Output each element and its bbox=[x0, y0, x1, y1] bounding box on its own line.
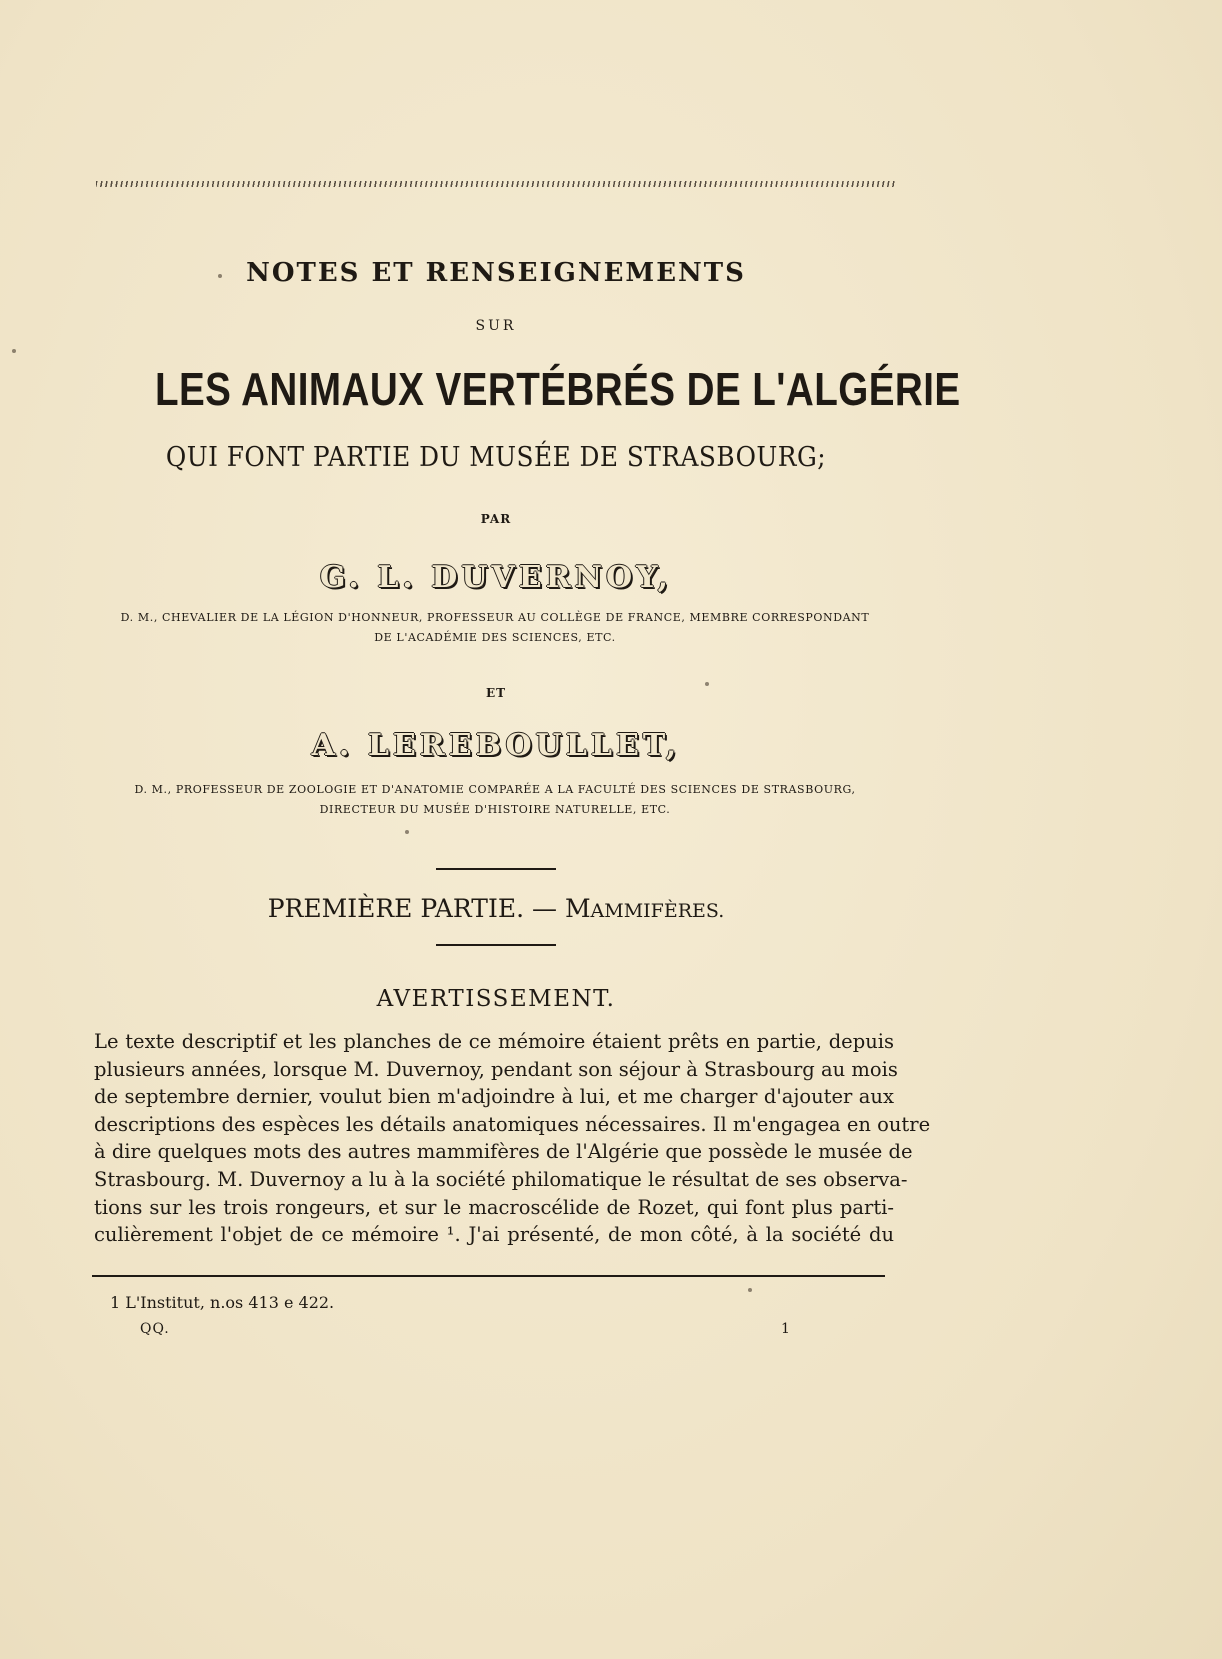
part-heading-main: PREMIÈRE PARTIE. — M bbox=[267, 894, 591, 923]
section-rule-bottom bbox=[436, 944, 556, 946]
part-heading bbox=[90, 894, 902, 923]
paper-speck bbox=[405, 830, 409, 834]
paper-speck bbox=[12, 349, 16, 353]
main-title: LES ANIMAUX VERTÉBRÉS DE L'ALGÉRIE bbox=[154, 363, 961, 415]
body-line: de septembre dernier, voulut bien m'adjoindre à lui, et me charger d'ajouter aux bbox=[94, 1085, 894, 1109]
by-label: PAR bbox=[480, 512, 512, 526]
signature-mark: QQ. bbox=[140, 1321, 170, 1337]
paper-speck bbox=[748, 1288, 752, 1292]
footnote: 1 L'Institut, n.os 413 e 422. bbox=[110, 1293, 335, 1312]
subtitle: QUI FONT PARTIE DU MUSÉE DE STRASBOURG; bbox=[165, 442, 827, 473]
body-line: descriptions des espèces les détails anatomiques nécessaires. Il m'engagea en outre bbox=[94, 1112, 931, 1136]
page-number: 1 bbox=[781, 1321, 790, 1337]
author-1-name: G. L. DUVERNOY, bbox=[319, 560, 673, 595]
author-2-name: A. LEREBOULLET, bbox=[311, 728, 681, 763]
body-line: Strasbourg. M. Duvernoy a lu à la société philomatique le résultat de ses observa- bbox=[94, 1167, 908, 1191]
avertissement-body bbox=[94, 1028, 931, 1249]
author-2-cred-line-2: DIRECTEUR DU MUSÉE D'HISTOIRE NATURELLE, ETC. bbox=[319, 803, 671, 816]
paper-speck bbox=[218, 274, 222, 278]
body-line: tions sur les trois rongeurs, et sur le macroscélide de Rozet, qui font plus parti- bbox=[94, 1195, 894, 1219]
author-2-credentials bbox=[95, 780, 895, 820]
part-heading-smallcaps: AMMIFÈRES. bbox=[590, 900, 725, 922]
title-sur: SUR bbox=[475, 318, 517, 334]
body-line: Le texte descriptif et les planches de ce mémoire étaient prêts en partie, depuis bbox=[94, 1030, 894, 1053]
paper-speck bbox=[705, 682, 709, 686]
title-line-1: NOTES ET RENSEIGNEMENTS bbox=[246, 258, 746, 288]
and-label: ET bbox=[485, 686, 507, 700]
ornamental-rule bbox=[96, 181, 896, 187]
author-1-cred-line-1: D. M., CHEVALIER DE LA LÉGION D'HONNEUR, PROFESSEUR AU COLLÈGE DE FRANCE, MEMBRE CORRESPONDANT bbox=[120, 611, 870, 624]
author-1-credentials bbox=[95, 608, 895, 648]
author-2-cred-line-1: D. M., PROFESSEUR DE ZOOLOGIE ET D'ANATOMIE COMPARÉE A LA FACULTÉ DES SCIENCES DE STRASBOURG, bbox=[134, 783, 856, 796]
author-1-cred-line-2: DE L'ACADÉMIE DES SCIENCES, ETC. bbox=[374, 631, 616, 644]
footnote-rule bbox=[92, 1275, 885, 1277]
body-line: à dire quelques mots des autres mammifères de l'Algérie que possède le musée de bbox=[94, 1140, 913, 1164]
body-line: culièrement l'objet de ce mémoire ¹. J'ai présenté, de mon côté, à la société du bbox=[94, 1223, 894, 1247]
section-rule-top bbox=[436, 868, 556, 870]
body-line: plusieurs années, lorsque M. Duvernoy, pendant son séjour à Strasbourg au mois bbox=[94, 1057, 898, 1081]
avertissement-heading: AVERTISSEMENT. bbox=[376, 986, 616, 1012]
